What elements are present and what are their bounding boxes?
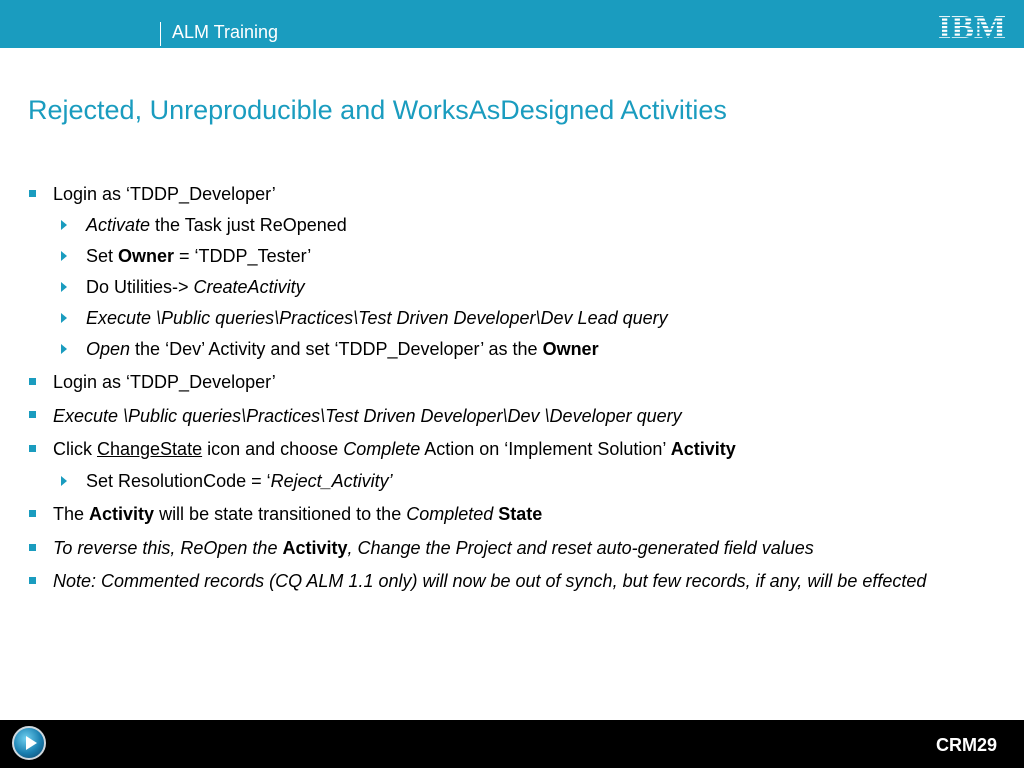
bullet-note: Note: Commented records (CQ ALM 1.1 only) will now be out of synch, but few records, if any, will be effected (53, 571, 927, 591)
bullet-square-icon (29, 190, 36, 197)
set-owner-post: = ‘TDDP_Tester’ (174, 246, 312, 266)
reverse-pre: To reverse this, ReOpen the (53, 538, 283, 558)
bullet-square-icon (29, 577, 36, 584)
completed-term: Completed (406, 504, 494, 524)
click-post: Action on ‘Implement Solution’ (420, 439, 671, 459)
bullet-arrow-icon (61, 282, 67, 292)
click-pre: Click (53, 439, 97, 459)
resolution-pre: Set ResolutionCode = ‘ (86, 471, 271, 491)
slide-title: Rejected, Unreproducible and WorksAsDesigned Activities (28, 95, 727, 125)
subbullet-activate (86, 213, 347, 237)
activate-term: Activate (86, 215, 151, 235)
bullet-arrow-icon (61, 344, 67, 354)
subbullet-open-dev-activity (86, 337, 599, 361)
create-activity-term: CreateActivity (193, 277, 305, 297)
bullet-login-1: Login as ‘TDDP_Developer’ (53, 184, 276, 204)
bullet-execute-developer-query: Execute \Public queries\Practices\Test Driven Developer\Dev \Developer query (53, 406, 682, 426)
play-button[interactable] (12, 726, 46, 760)
activity-term: Activity (89, 504, 155, 524)
activity-term: Activity (670, 439, 736, 459)
bullet-reverse (53, 536, 814, 560)
bullet-arrow-icon (61, 476, 67, 486)
open-term: Open (86, 339, 131, 359)
bullet-arrow-icon (61, 220, 67, 230)
bullet-arrow-icon (61, 251, 67, 261)
reject-activity-term: Reject_Activity’ (270, 471, 393, 491)
play-icon (26, 736, 37, 750)
subbullet-execute-dev-lead-query: Execute \Public queries\Practices\Test Driven Developer\Dev Lead query (86, 308, 668, 328)
utilities-pre: Do Utilities-> (86, 277, 194, 297)
subbullet-create-activity (86, 275, 305, 299)
state-term: State (498, 504, 543, 524)
bullet-square-icon (29, 544, 36, 551)
open-mid: the ‘Dev’ Activity and set ‘TDDP_Developer’ as the (130, 339, 543, 359)
bullet-square-icon (29, 445, 36, 452)
svg-text:IBM: IBM (938, 11, 1006, 41)
owner-term: Owner (118, 246, 175, 266)
owner-term: Owner (542, 339, 599, 359)
set-owner-pre: Set (86, 246, 119, 266)
changestate-link: ChangeState (97, 439, 203, 459)
activate-rest: the Task just ReOpened (150, 215, 347, 235)
reverse-post: , Change the Project and reset auto-generated field values (347, 538, 814, 558)
click-mid: icon and choose (202, 439, 344, 459)
bullet-click-changestate (53, 437, 736, 461)
bullet-state-transition (53, 502, 542, 526)
bullet-square-icon (29, 411, 36, 418)
bullet-square-icon (29, 510, 36, 517)
app-title: ALM Training (172, 22, 279, 42)
bullet-arrow-icon (61, 313, 67, 323)
bullet-square-icon (29, 378, 36, 385)
slide-number: CRM29 (935, 735, 997, 755)
subbullet-resolution-code (86, 469, 393, 493)
subbullet-set-owner (86, 244, 311, 268)
activity-term: Activity (282, 538, 348, 558)
complete-term: Complete (343, 439, 421, 459)
transition-pre: The (53, 504, 90, 524)
bullet-login-2: Login as ‘TDDP_Developer’ (53, 372, 276, 392)
transition-mid: will be state transitioned to the (154, 504, 407, 524)
footer-bar (0, 720, 1024, 768)
